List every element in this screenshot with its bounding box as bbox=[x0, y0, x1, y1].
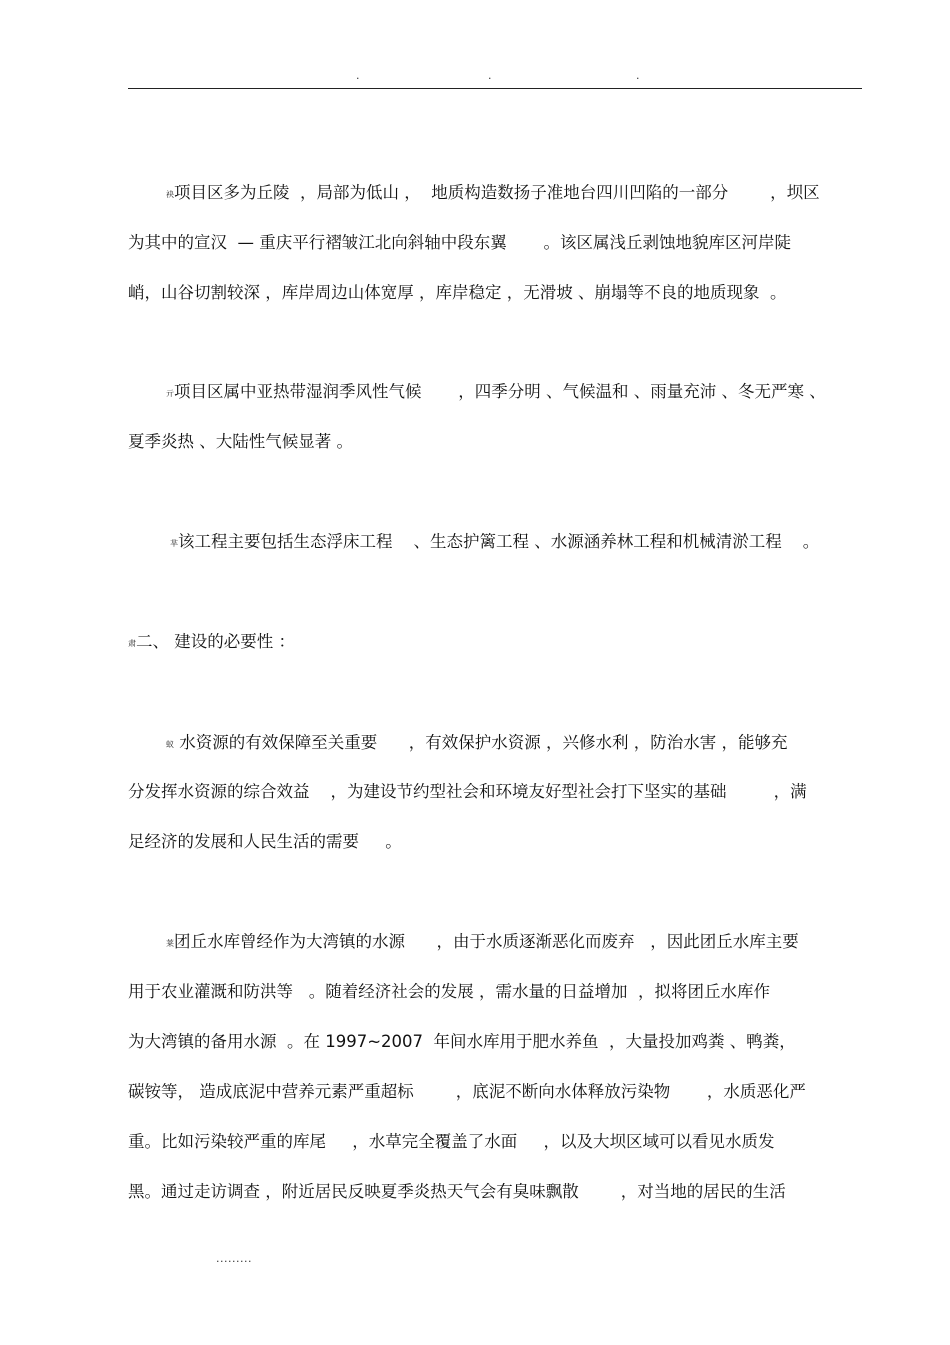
line-text: 项目区属中亚热带湿润季风性气候 ，四季分明 、气候温和 、雨量充沛 、冬无严寒 、 bbox=[174, 382, 826, 401]
paragraph-geology-line bbox=[166, 181, 900, 205]
line-text: 团丘水库曾经作为大湾镇的水源 ，由于水质逐渐恶化而废弃 ，因此团丘水库主要 bbox=[174, 932, 799, 951]
paragraph-geology-line: 峭，山谷切割较深 ，库岸周边山体宽厚 ，库岸稳定 ，无滑坡 、崩塌等不良的地质现象 。 bbox=[128, 283, 787, 302]
paragraph-marker: 蚁 bbox=[166, 740, 174, 749]
section-heading bbox=[128, 630, 862, 654]
paragraph-reservoir-line: 用于农业灌溉和防洪等 。随着经济社会的发展 ，需水量的日益增加 ，拟将团丘水库作 bbox=[128, 982, 770, 1001]
paragraph-marker: 肃 bbox=[128, 639, 136, 648]
line-text: 项目区多为丘陵 ，局部为低山 ， 地质构造数扬子准地台四川凹陷的一部分 ，坝区 bbox=[174, 183, 820, 202]
paragraph-climate-line bbox=[166, 380, 900, 404]
paragraph-marker: 袂 bbox=[166, 190, 174, 199]
header-rule bbox=[128, 88, 862, 89]
page-header-dots bbox=[128, 70, 862, 86]
heading-text: 二、 建设的必要性 ： bbox=[136, 632, 295, 651]
paragraph-reservoir-line: 碳铵等， 造成底泥中营养元素严重超标 ，底泥不断向水体释放污染物 ，水质恶化严 bbox=[128, 1082, 806, 1101]
paragraph-marker: 亓 bbox=[166, 389, 174, 398]
header-dot: . bbox=[636, 69, 640, 82]
paragraph-scope-line bbox=[170, 530, 904, 554]
paragraph-marker: 芈 bbox=[170, 539, 178, 548]
paragraph-reservoir-line: 为大湾镇的备用水源 。在 1997~2007 年间水库用于肥水养鱼 ，大量投加鸡粪 、鸭粪， bbox=[128, 1032, 796, 1051]
paragraph-geology-line: 为其中的宣汉 — 重庆平行褶皱江北向斜轴中段东翼 。该区属浅丘剥蚀地貌库区河岸陡 bbox=[128, 233, 791, 252]
paragraph-water-resources-line: 分发挥水资源的综合效益 ，为建设节约型社会和环境友好型社会打下坚实的基础 ，满 bbox=[128, 782, 807, 801]
header-dot: . bbox=[356, 69, 360, 82]
line-text: 该工程主要包括生态浮床工程 、生态护篱工程 、水源涵养林工程和机械清淤工程 。 bbox=[178, 532, 820, 551]
header-dot: . bbox=[488, 69, 492, 82]
page-footer-dots: ......... bbox=[216, 1252, 252, 1265]
paragraph-marker: 莱 bbox=[166, 939, 174, 948]
paragraph-water-resources-line bbox=[166, 731, 900, 755]
paragraph-water-resources-line: 足经济的发展和人民生活的需要 。 bbox=[128, 832, 402, 851]
paragraph-reservoir-line bbox=[166, 930, 900, 954]
paragraph-climate-line: 夏季炎热 、大陆性气候显著 。 bbox=[128, 432, 353, 451]
paragraph-reservoir-line: 黑。通过走访调查 ，附近居民反映夏季炎热天气会有臭味飘散 ，对当地的居民的生活 bbox=[128, 1182, 786, 1201]
line-text: 水资源的有效保障至关重要 ，有效保护水资源 ，兴修水利 ，防治水害 ，能够充 bbox=[174, 733, 788, 752]
paragraph-reservoir-line: 重。比如污染较严重的库尾 ，水草完全覆盖了水面 ，以及大坝区域可以看见水质发 bbox=[128, 1132, 775, 1151]
